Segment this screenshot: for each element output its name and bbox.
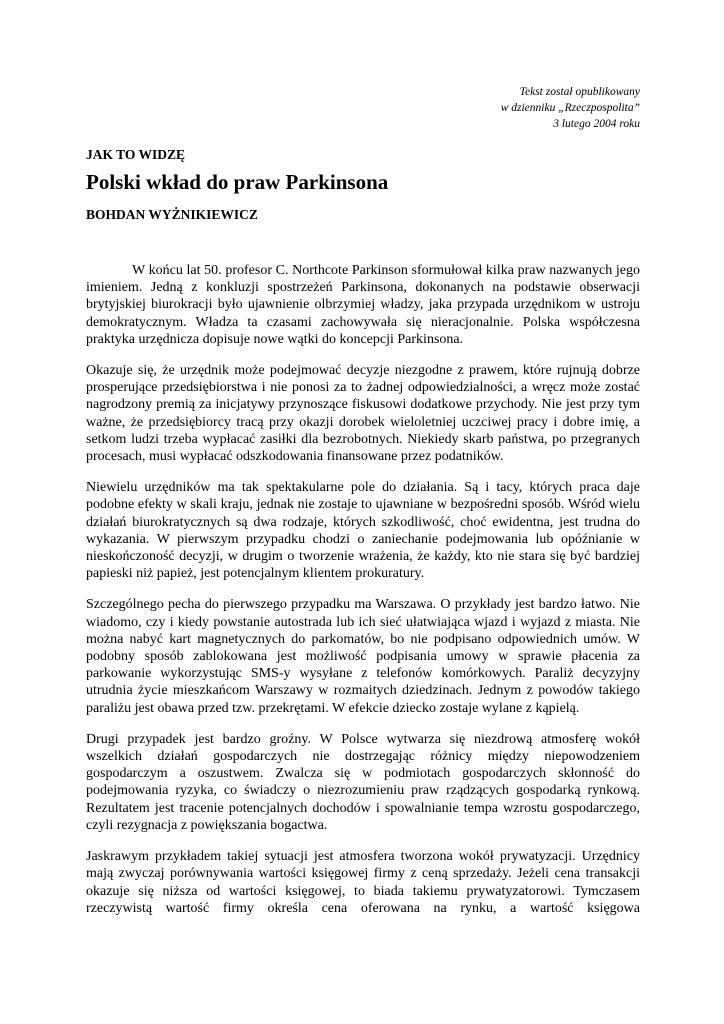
publication-note-line: w dzienniku „Rzeczpospolita” xyxy=(500,102,640,114)
section-kicker: JAK TO WIDZĘ xyxy=(86,147,186,162)
article-author: BOHDAN WYŻNIKIEWICZ xyxy=(86,207,258,222)
article-paragraph: Niewielu urzędników ma tak spektakularne pole do działania. Są i tacy, których praca daje podobne efekty w skali kraju, jednak nie zostaje to ujawniane w bezpośredni sposób. Wśród wielu działań biurokratycznych są dwa rodzaje, których szkodliwość, choć ewidentna, jest trudna do wykazania. W pierwszym przypadku chodzi o zaniechanie podejmowania lub opóźnianie w nieskończoność decyzji, w drugim o tworzenie wrażenia, że każdy, kto nie stara się być bardziej papieski niż papież, jest potencjalnym klientem prokuratury. xyxy=(86,480,640,582)
article-title: Polski wkład do praw Parkinsona xyxy=(86,170,389,194)
article-paragraph: W końcu lat 50. profesor C. Northcote Parkinson sformułował kilka praw nazwanych jego imieniem. Jedną z konkluzji spostrzeżeń Parkinsona, dokonanych na podstawie obserwacji brytyjskiej biurokracji było ujawnienie olbrzymiej władzy, jaka przypada urzędnikom w ustroju demokratycznym. Władza ta czasami zachowywała się nieracjonalnie. Polska współczesna praktyka urzędnicza dopisuje nowe wątki do koncepcji Parkinsona. xyxy=(86,263,640,347)
document-page xyxy=(86,0,640,1024)
article-paragraph: Drugi przypadek jest bardzo groźny. W Polsce wytwarza się niezdrową atmosferę wokół wszelkich działań gospodarczych nie dostrzegając różnicy między niepowodzeniem gospodarczym a oszustwem. Zwalcza się w podmiotach gospodarczych skłonność do podejmowania ryzyka, co świadczy o niezrozumieniu praw rządzących gospodarką rynkową. Rezultatem jest tracenie potencjalnych dochodów i spowalnianie tempa wzrostu gospodarczego, czyli rezygnacja z powiększania bogactwa. xyxy=(86,731,640,833)
article-paragraph: Jaskrawym przykładem takiej sytuacji jest atmosfera tworzona wokół prywatyzacji. Urzędnicy mają zwyczaj porównywania wartości księgowej firmy z ceną sprzedaży. Jeżeli cena transakcji okazuje się niższa od wartości księgowej, to biada takiemu prywatyzatorowi. Tymczasem rzeczywistą wartość firmy określa cena oferowana na rynku, a wartość księgowa xyxy=(86,849,640,916)
article-paragraph: Szczególnego pecha do pierwszego przypadku ma Warszawa. O przykłady jest bardzo łatwo. Nie wiadomo, czy i kiedy powstanie autostrada lub ich sieć ułatwiająca wjazd i wyjazd z miasta. Nie można nabyć kart magnetycznych do parkomatów, bo nie podpisano odpowiednich umów. W podobny sposób zablokowana jest możliwość podpisania umowy w sprawie płacenia za parkowanie wykorzystując SMS-y wysyłane z telefonów komórkowych. Paraliż decyzyjny utrudnia życie mieszkańcom Warszawy w rozmaitych dziedzinach. Jednym z powodów takiego paraliżu jest obawa przed tzw. przekrętami. W efekcie dziecko zostaje wylane z kąpielą. xyxy=(86,597,640,716)
article-body xyxy=(86,262,640,917)
article-paragraph: Okazuje się, że urzędnik może podejmować decyzje niezgodne z prawem, które rujnują dobrze prosperujące przedsiębiorstwa i nie ponosi za to żadnej odpowiedzialności, a wręcz może zostać nagrodzony premią za inicjatywy przynoszące fiskusowi dodatkowe przychody. Nie jest przy tym ważne, że przedsiębiorcy tracą przy okazji dorobek wieloletniej uczciwej pracy i dobre imię, a setkom ludzi trzeba wypłacać zasiłki dla bezrobotnych. Niekiedy skarb państwa, po przegranych procesach, musi wypłacać odszkodowania finansowane przez podatników. xyxy=(86,363,640,465)
publication-note xyxy=(501,84,640,132)
publication-note-line: Tekst został opublikowany xyxy=(519,86,640,98)
publication-note-line: 3 lutego 2004 roku xyxy=(553,118,640,130)
